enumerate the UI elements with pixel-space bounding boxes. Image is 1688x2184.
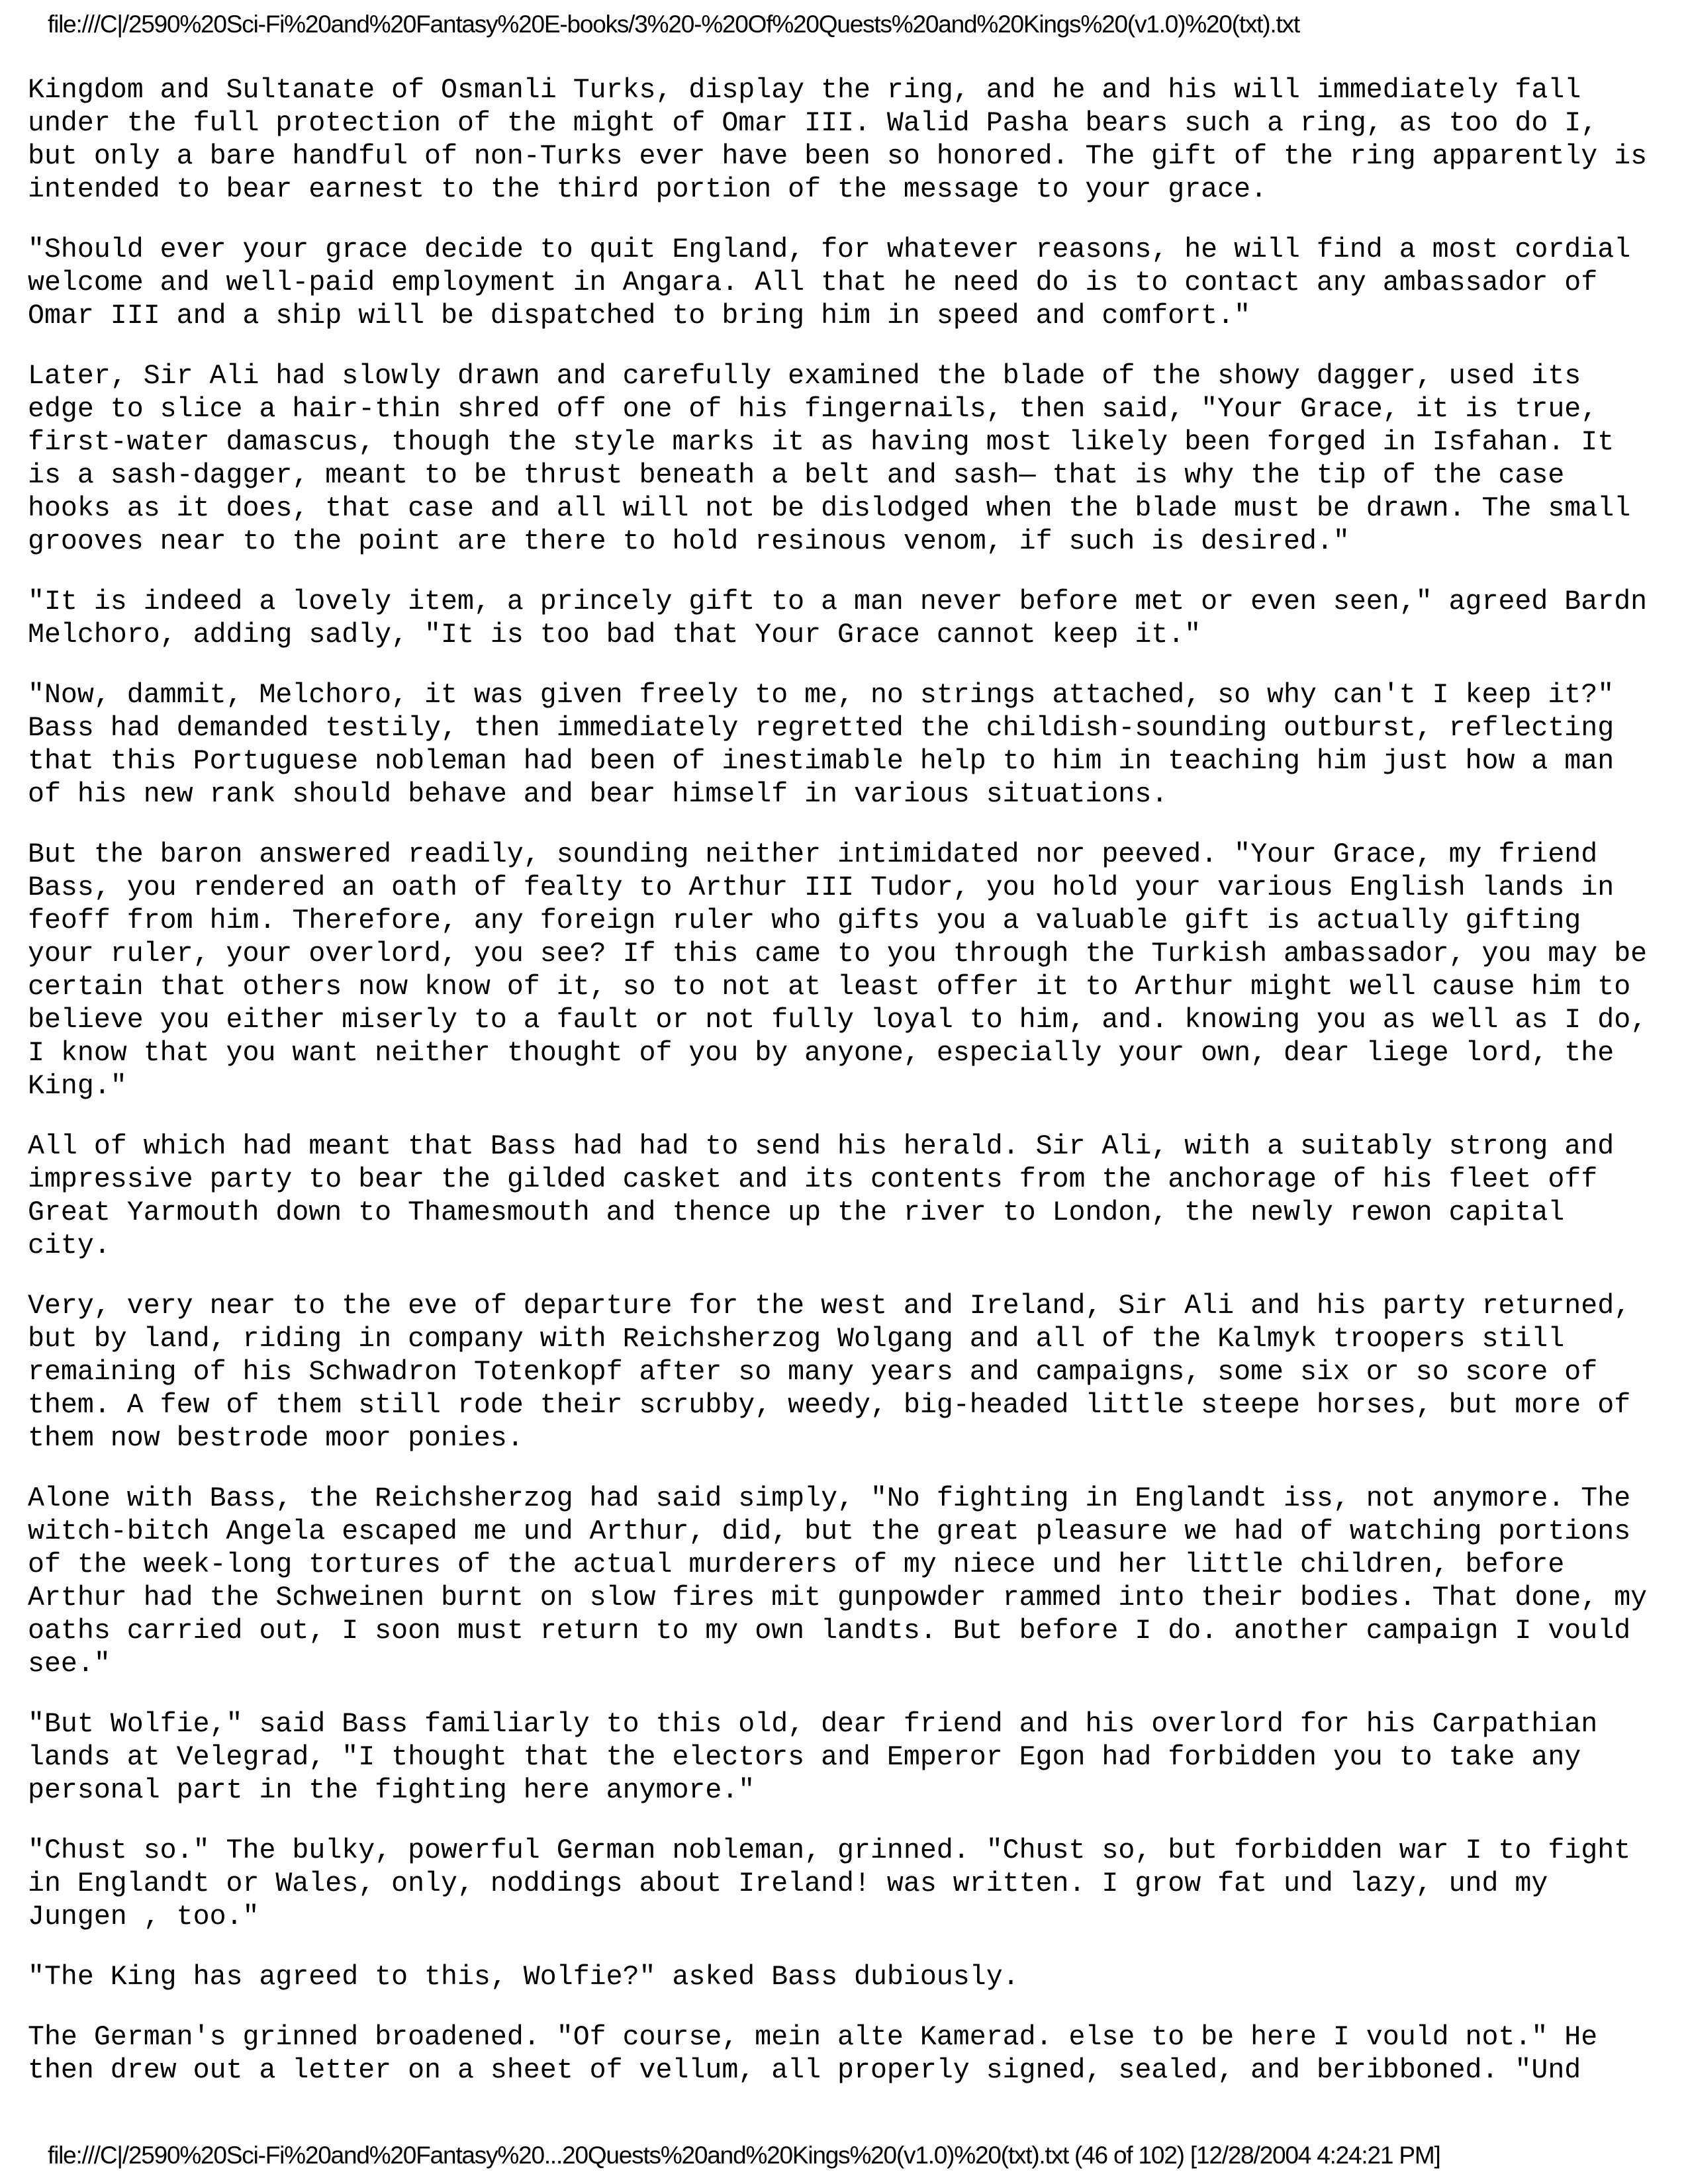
paragraph: "The King has agreed to this, Wolfie?" asked Bass dubiously. xyxy=(28,1962,1019,1993)
footer-file-url: file:///C|/2590%20Sci-Fi%20and%20Fantasy%20...20Quests%20and%20Kings%20(v1.0)%20(txt).txt (46 of 102) [12/28/2004 4:24:21 PM] xyxy=(48,2142,1440,2169)
header-file-url: file:///C|/2590%20Sci-Fi%20and%20Fantasy%20E-books/3%20-%20Of%20Quests%20and%20Kings%20(v1.0)%20(txt).txt xyxy=(48,11,1299,38)
paragraph: Alone with Bass, the Reichsherzog had said simply, "No fighting in Englandt iss, not anymore. The witch-bitch Angela escaped me und Arthur, did, but the great pleasure we had of watching portions of the week-long tortures of the actual murderers of my niece und her little children, before Arthur had the Schweinen burnt on slow fires mit gunpowder rammed into their bodies. That done, my oaths carried out, I soon must return to my own landts. But before I do. another campaign I vould see." xyxy=(28,1483,1648,1680)
paragraph: Very, very near to the eve of departure for the west and Ireland, Sir Ali and his party returned, but by land, riding in company with Reichsherzog Wolgang and all of the Kalmyk troopers still remaining of his Schwadron Totenkopf after so many years and campaigns, some six or so score of them. A few of them still rode their scrubby, weedy, big-headed little steepe horses, but more of them now bestrode moor ponies. xyxy=(28,1291,1631,1454)
paragraph: But the baron answered readily, sounding neither intimidated nor peeved. "Your Grace, my friend Bass, you rendered an oath of fealty to Arthur III Tudor, you hold your various English lands in feoff from him. Therefore, any foreign ruler who gifts you a valuable gift is actually gifting your ruler, your overlord, you see? If this came to you through the Turkish ambassador, you may be certain that others now know of it, so to not at least offer it to Arthur might well cause him to believe you either miserly to a fault or not fully loyal to him, and. knowing you as well as I do, I know that you want neither thought of you by anyone, especially your own, dear liege lord, the King." xyxy=(28,839,1648,1102)
paragraph: "But Wolfie," said Bass familiarly to this old, dear friend and his overlord for his Carpathian lands at Velegrad, "I thought that the electors and Emperor Egon had forbidden you to take any personal part in the fighting here anymore." xyxy=(28,1709,1598,1806)
paragraph: The German's grinned broadened. "Of course, mein alte Kamerad. else to be here I vould not." He then drew out a letter on a sheet of vellum, all properly signed, sealed, and beribboned. "Und xyxy=(28,2022,1598,2086)
paragraph: All of which had meant that Bass had had to send his herald. Sir Ali, with a suitably strong and impressive party to bear the gilded casket and its contents from the anchorage of his fleet off Great Yarmouth down to Thamesmouth and thence up the river to London, the newly rewon capital city. xyxy=(28,1131,1615,1261)
paragraph: "It is indeed a lovely item, a princely gift to a man never before met or even seen," agreed Bardn Melchoro, adding sadly, "It is too bad that Your Grace cannot keep it." xyxy=(28,586,1648,651)
paragraph: "Chust so." The bulky, powerful German nobleman, grinned. "Chust so, but forbidden war I to fight in Englandt or Wales, only, noddings about Ireland! was written. I grow fat und lazy, und my Jungen , too." xyxy=(28,1835,1631,1933)
paragraph: Kingdom and Sultanate of Osmanli Turks, display the ring, and he and his will immediately fall under the full protection of the might of Omar III. Walid Pasha bears such a ring, as too do I, but only a bare handful of non-Turks ever have been so honored. The gift of the ring apparently is intended to bear earnest to the third portion of the message to your grace. xyxy=(28,75,1648,205)
paragraph: "Now, dammit, Melchoro, it was given freely to me, no strings attached, so why can't I keep it?" Bass had demanded testily, then immediately regretted the childish-sounding outburst, reflecting that this Portuguese nobleman had been of inestimable help to him in teaching him just how a man of his new rank should behave and bear himself in various situations. xyxy=(28,680,1615,810)
document-body xyxy=(28,74,1663,2115)
paragraph: "Should ever your grace decide to quit England, for whatever reasons, he will find a most cordial welcome and well-paid employment in Angara. All that he need do is to contact any ambassador of Omar III and a ship will be dispatched to bring him in speed and comfort." xyxy=(28,234,1631,332)
paragraph: Later, Sir Ali had slowly drawn and carefully examined the blade of the showy dagger, used its edge to slice a hair-thin shred off one of his fingernails, then said, "Your Grace, it is true, first-water damascus, though the style marks it as having most likely been forged in Isfahan. It is a sash-dagger, meant to be thrust beneath a belt and sash— that is why the tip of the case hooks as it does, that case and all will not be dislodged when the blade must be drawn. The small grooves near to the point are there to hold resinous venom, if such is desired." xyxy=(28,361,1631,557)
